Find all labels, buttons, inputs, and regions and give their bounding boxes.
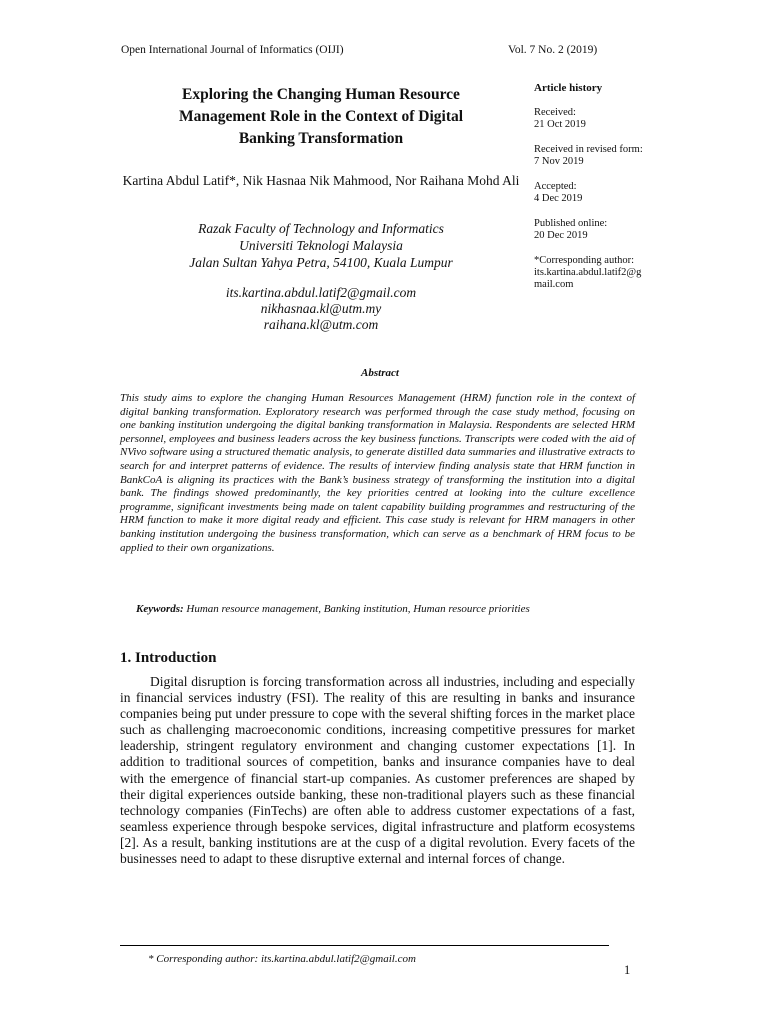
accepted-date: 4 Dec 2019 [534,193,583,204]
accepted-label: Accepted: [534,181,577,192]
published-date: 20 Dec 2019 [534,230,588,241]
revised-date: 7 Nov 2019 [534,156,584,167]
title-line: Exploring the Changing Human Resource [182,86,460,103]
email-line: nikhasnaa.kl@utm.my [260,301,382,316]
received-label: Received: [534,107,576,118]
page-number: 1 [624,963,631,977]
corresponding-email: its.kartina.abdul.latif2@gmail.com [534,267,642,290]
revised-label: Received in revised form: [534,144,643,155]
accepted-item [534,181,646,205]
published-item [534,218,646,242]
affiliation-line: Jalan Sultan Yahya Petra, 54100, Kuala Lumpur [189,255,453,270]
journal-name: Open International Journal of Informatics (OIJI) [121,44,344,56]
abstract-heading: Abstract [361,367,399,379]
received-date: 21 Oct 2019 [534,119,586,130]
footnote-divider [120,945,609,946]
volume-info: Vol. 7 No. 2 (2019) [508,44,598,56]
article-history-heading: Article history [534,82,603,94]
corresponding-item [534,255,646,291]
paper-title [120,84,522,150]
article-history [534,82,646,304]
author-list: Kartina Abdul Latif*, Nik Hasnaa Nik Mahmood, Nor Raihana Mohd Ali [122,173,520,188]
keywords-text: Human resource management, Banking institution, Human resource priorities [183,603,530,615]
revised-item [534,144,646,168]
email-line: raihana.kl@utm.com [263,317,379,332]
corresponding-label: *Corresponding author: [534,255,635,266]
footnote: * Corresponding author: its.kartina.abdul.latif2@gmail.com [148,953,416,965]
title-line: Management Role in the Context of Digital [178,108,464,125]
affiliation-line: Razak Faculty of Technology and Informatics [198,221,444,236]
section-heading: 1. Introduction [120,650,217,666]
affiliation [120,220,522,271]
title-line: Banking Transformation [238,130,404,147]
received-item [534,107,646,131]
keywords-label: Keywords: [136,603,184,615]
published-label: Published online: [534,218,608,229]
keywords [120,603,635,615]
abstract-text: This study aims to explore the changing Human Resources Management (HRM) function role in the context of digital banking transformation. Exploratory research was performed through the case study method, focusing on one banking institution undergoing the digital banking transformation in Malaysia. Respondents are selected HRM personnel, employees and business leaders across the key business functions. Transcripts were coded with the aid of NVivo software using a structured thematic analysis, to generate distilled data summaries and illustrative extracts to search for and interpret patterns of evidence. The results of interview finding analysis state that HRM function in BankCoA is aligning its practices with the Bank’s business strategy of transforming the institution into a digital bank. The findings showed predominantly, the key priorities centred at looking into the culture excellence programme, significant investments being made on talent capability building programmes and restructuring of the HRM function to make it more digital ready and efficient. This case study is relevant for HRM managers in other banking institution undergoing the business transformation, which can serve as a benchmark of HRM focus to be applied to their own organizations. [120,392,635,554]
email-line: its.kartina.abdul.latif2@gmail.com [225,285,417,300]
introduction-paragraph: Digital disruption is forcing transformation across all industries, including and especially in financial services industry (FSI). The reality of this are resulting in banks and insurance companies being put under pressure to cope with the several shifting forces in the market place such as challenging macroeconomic conditions, increasing competitive pressures for market leadership, stringent regulatory environment and changing customer expectations [1]. In addition to traditional sources of competition, banks and insurance companies have to deal with the emergence of financial start-up companies. As customer preferences are shaped by their digital experiences outside banking, these non-traditional players such as these financial technology companies (FinTechs) are often able to address customer expectations of a fast, seamless experience through bespoke services, digital infrastructure and platform ecosystems [2]. As a result, banking institutions are at the cusp of a digital revolution. Every facets of the businesses need to adapt to these disruptive external and internal forces of change. [120,674,635,867]
author-emails [120,285,522,333]
affiliation-line: Universiti Teknologi Malaysia [239,238,403,253]
